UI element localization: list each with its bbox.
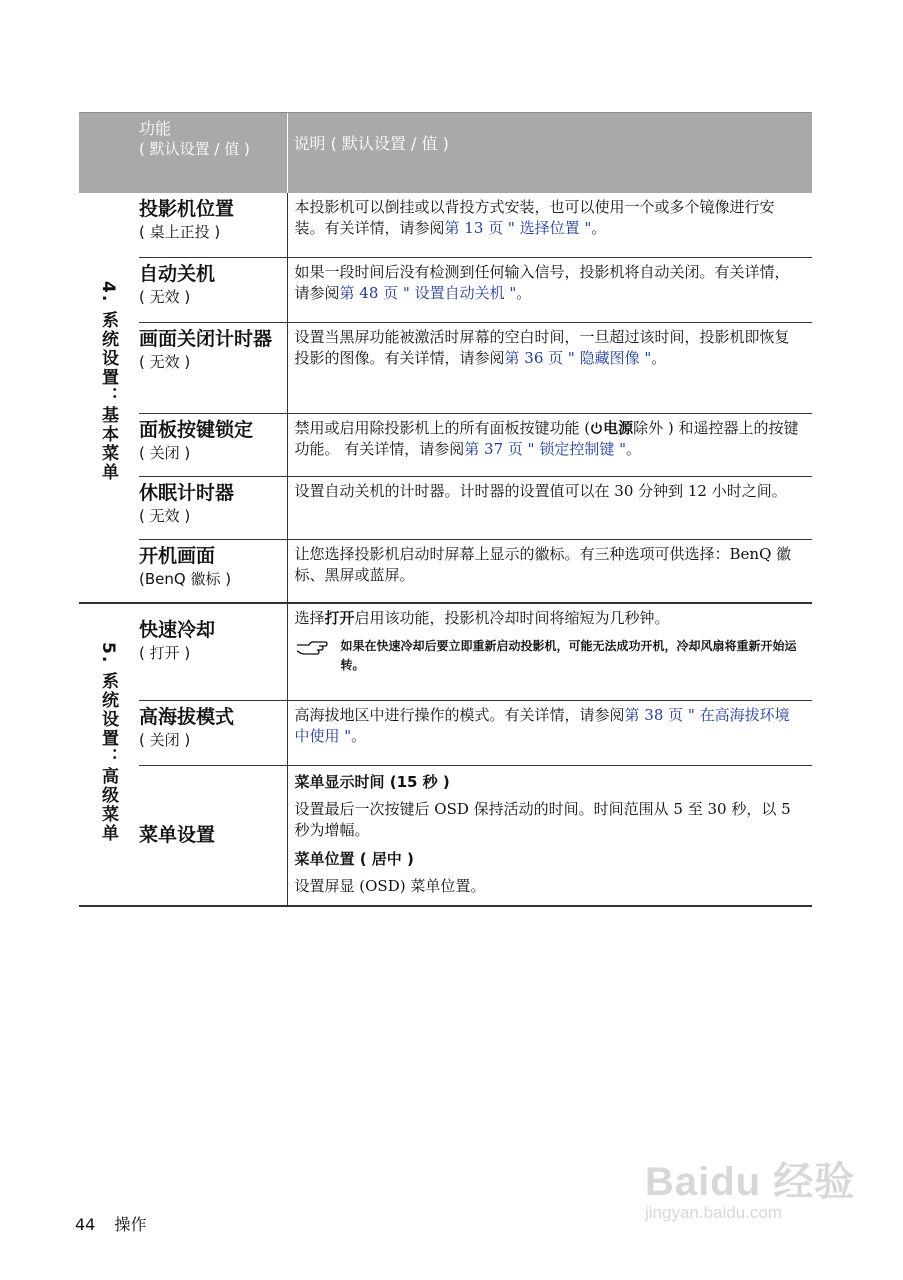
table-row: [79, 701, 812, 766]
function-name: 面板按键锁定: [139, 419, 254, 441]
function-default: ( 打开 ): [139, 644, 191, 662]
page-link[interactable]: 第 38 页 " 在高海拔环境中使用 ": [294, 706, 790, 745]
function-description: 让您选择投影机启动时屏幕上显示的徽标。有三种选项可供选择：BenQ 徽标、黑屏或蓝屏。: [287, 540, 812, 604]
table-row: [79, 766, 812, 907]
note: 如果在快速冷却后要立即重新启动投影机，可能无法成功开机，冷却风扇将重新开始运转。: [295, 637, 805, 675]
subsetting-text: 设置屏显 (OSD) 菜单位置。: [294, 877, 486, 895]
header-description: 说明 ( 默认设置 / 值 ): [287, 113, 812, 194]
page-link[interactable]: 第 36 页 " 隐藏图像 ": [504, 349, 652, 367]
function-name: 快速冷却: [139, 619, 216, 641]
function-default: ( 无效 ): [139, 288, 191, 306]
function-description: 禁用或启用除投影机上的所有面板按键功能 ( 电源除外 ) 和遥控器上的按键功能。 有关详情，请参阅第 37 页 " 锁定控制键 "。: [287, 414, 812, 477]
page-number: 44: [75, 1215, 96, 1234]
function-description: 选择打开启用该功能，投影机冷却时间将缩短为几秒钟。 如果在快速冷却后要立即重新启动投影机，可能无法成功开机，冷却风扇将重新开始运转。: [287, 603, 812, 701]
function-default: ( 桌上正投 ): [139, 223, 221, 241]
page-link[interactable]: 第 48 页 " 设置自动关机 ": [339, 284, 517, 302]
table-row: [79, 477, 812, 540]
table-row: [79, 258, 812, 323]
page-footer: [75, 1212, 146, 1235]
pointing-hand-icon: [295, 637, 341, 663]
function-description: 高海拔地区中进行操作的模式。有关详情，请参阅第 38 页 " 在高海拔环境中使用 "。: [287, 701, 812, 766]
table-row: [79, 540, 812, 604]
function-name: 高海拔模式: [139, 706, 235, 728]
table-row: [79, 323, 812, 414]
function-description: 如果一段时间后没有检测到任何输入信号，投影机将自动关闭。有关详情，请参阅第 48 页 " 设置自动关机 "。: [287, 258, 812, 323]
table-row: [79, 414, 812, 477]
function-default: ( 关闭 ): [139, 444, 191, 462]
table-row: [79, 193, 812, 258]
watermark-url: jingyan.baidu.com: [645, 1203, 783, 1222]
function-description: 设置当黑屏功能被激活时屏幕的空白时间，一旦超过该时间，投影机即恢复投影的图像。有关详情，请参阅第 36 页 " 隐藏图像 "。: [287, 323, 812, 414]
watermark: [645, 1150, 855, 1223]
settings-table: [79, 112, 812, 907]
function-name: 投影机位置: [139, 198, 235, 220]
subsetting-title: 菜单显示时间 (15 秒 ): [294, 773, 450, 791]
function-default: (BenQ 徽标 ): [139, 570, 232, 588]
subsetting-title: 菜单位置 ( 居中 ): [294, 850, 414, 868]
header-function: 功能 ( 默认设置 / 值 ): [79, 113, 287, 194]
function-name: 自动关机: [139, 263, 216, 285]
function-name: 画面关闭计时器: [139, 328, 273, 350]
subsetting-text: 设置最后一次按键后 OSD 保持活动的时间。时间范围从 5 至 30 秒，以 5 秒为增幅。: [294, 800, 791, 839]
function-description: [287, 766, 812, 907]
function-default: ( 无效 ): [139, 353, 191, 371]
function-default: ( 关闭 ): [139, 731, 191, 749]
function-default: ( 无效 ): [139, 507, 191, 525]
function-name: 开机画面: [139, 545, 216, 567]
table-header: [79, 113, 812, 194]
function-name: 菜单设置: [139, 823, 216, 846]
page-link[interactable]: 第 13 页 " 选择位置 ": [444, 219, 592, 237]
function-description: 本投影机可以倒挂或以背投方式安装，也可以使用一个或多个镜像进行安装。有关详情，请参阅第 13 页 " 选择位置 "。: [287, 193, 812, 258]
function-description: 设置自动关机的计时器。计时器的设置值可以在 30 分钟到 12 小时之间。: [287, 477, 812, 540]
footer-section: 操作: [114, 1215, 147, 1234]
page-link[interactable]: 第 37 页 " 锁定控制键 ": [464, 440, 627, 458]
table-row: [79, 603, 812, 701]
section-label-basic: 4. 系统设置：基本菜单: [79, 193, 139, 603]
watermark-brand: Baidu 经验: [645, 1160, 856, 1204]
function-name: 休眠计时器: [139, 482, 235, 504]
section-label-advanced: 5. 系统设置：高级菜单: [79, 603, 139, 906]
power-icon: [590, 421, 603, 435]
